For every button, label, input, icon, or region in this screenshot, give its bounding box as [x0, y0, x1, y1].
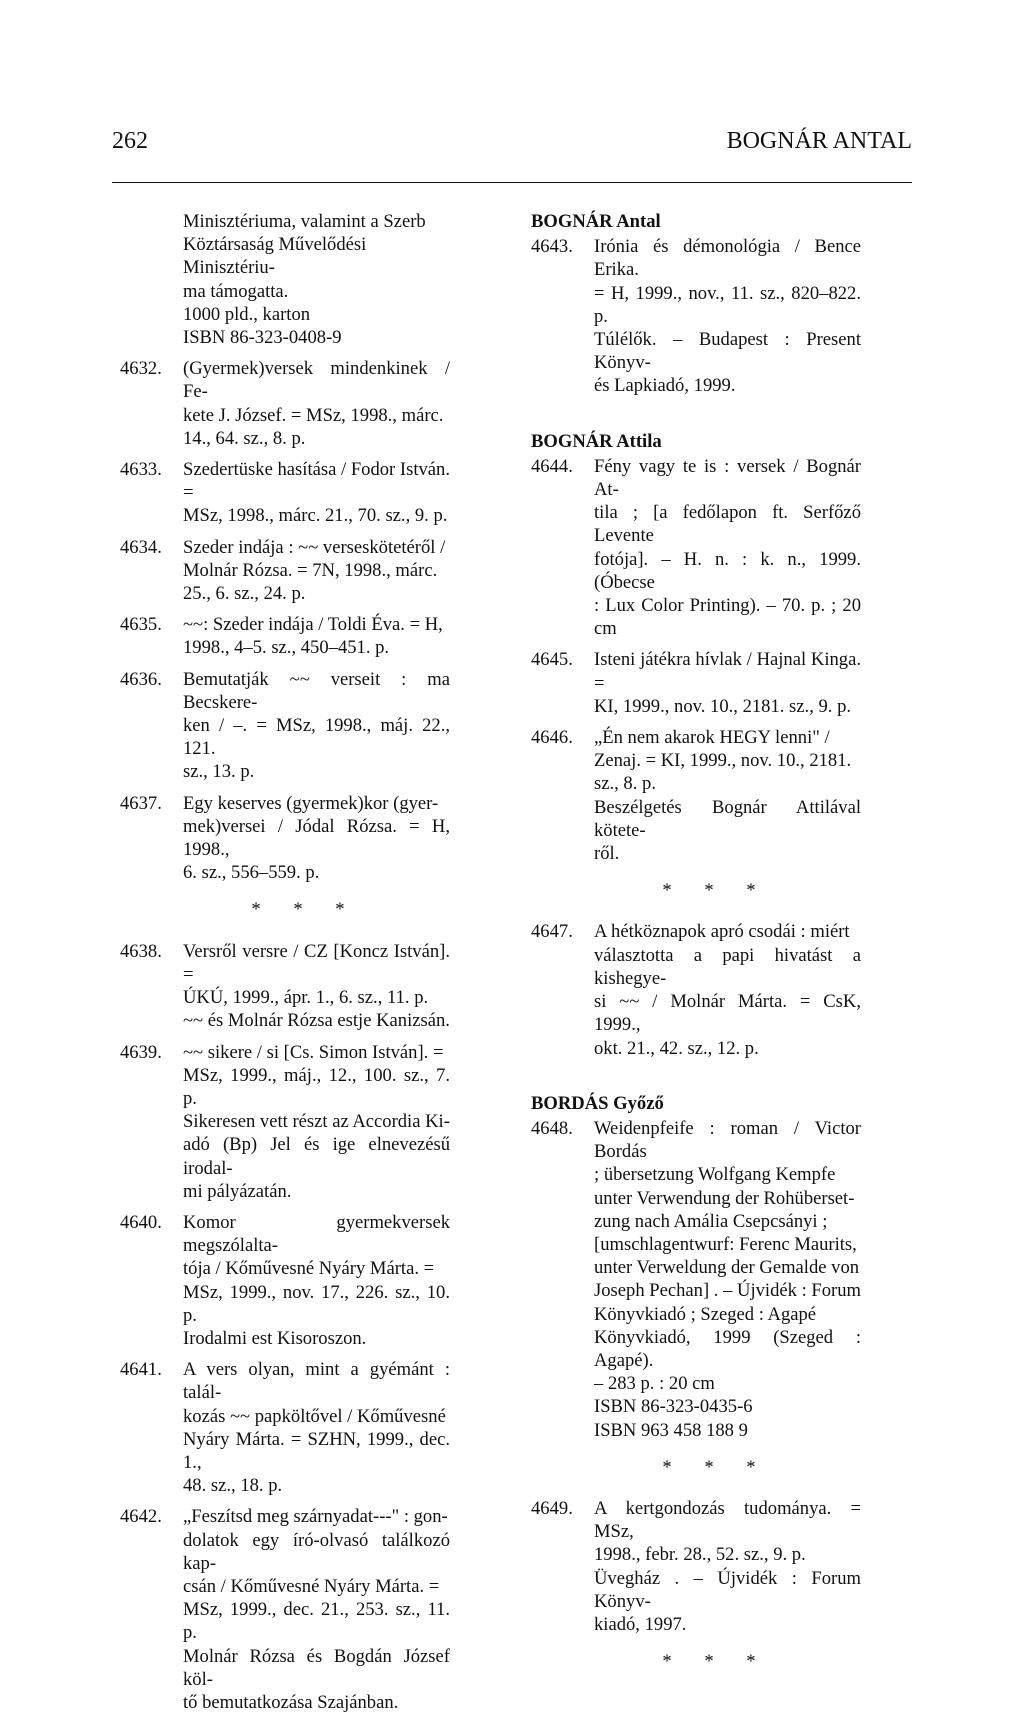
entry-text-line: Egy keserves (gyermek)kor (gyer-	[183, 792, 439, 814]
bibliography-entry	[531, 648, 861, 718]
author-heading: BOGNÁR Attila	[531, 430, 662, 452]
entry-number: 4633.	[120, 459, 162, 481]
entry-text-line: = H, 1999., nov., 11. sz., 820–822. p.	[594, 282, 861, 327]
page-number: 262	[112, 128, 148, 154]
entry-text-line: mi pályázatán.	[183, 1180, 292, 1202]
entry-text-line: ~~ és Molnár Rózsa estje Kanizsán.	[183, 1010, 450, 1032]
entry-text-line: si ~~ / Molnár Márta. = CsK, 1999.,	[594, 991, 861, 1036]
bibliography-entry	[120, 613, 450, 659]
bibliography-entry	[531, 1117, 861, 1442]
left-column	[120, 210, 450, 1722]
entry-text-line: Irodalmi est Kisoroszon.	[183, 1327, 367, 1349]
author-heading: BORDÁS Győző	[531, 1092, 664, 1114]
entry-number: 4643.	[531, 236, 573, 258]
entry-text-line: A kertgondozás tudománya. = MSz,	[594, 1497, 861, 1543]
entry-text-line: Nyáry Márta. = SZHN, 1999., dec. 1.,	[183, 1428, 450, 1473]
entry-list	[531, 455, 861, 865]
entry-text-line: zung nach Amália Csepcsányi ;	[594, 1210, 828, 1232]
entry-text-line: KI, 1999., nov. 10., 2181. sz., 9. p.	[594, 695, 852, 717]
entry-text-line: 1000 pld., karton	[183, 303, 311, 325]
entry-text-line: 1998., 4–5. sz., 450–451. p.	[183, 637, 390, 659]
entry-text-line: csán / Kőművesné Nyáry Márta. =	[183, 1575, 440, 1597]
entry-text-line: ken / –. = MSz, 1998., máj. 22., 121.	[183, 715, 450, 760]
entry-number: 4642.	[120, 1506, 162, 1528]
entry-text-line: (Gyermek)versek mindenkinek / Fe-	[183, 358, 450, 403]
bibliography-entry	[120, 1358, 450, 1497]
entry-number: 4645.	[531, 649, 573, 671]
entry-list	[531, 235, 861, 397]
section-divider: * * *	[662, 1651, 770, 1673]
entry-text-line: ~~ sikere / si [Cs. Simon István]. =	[183, 1041, 444, 1063]
entry-text-line: Joseph Pechan] . – Újvidék : Forum	[594, 1280, 861, 1302]
entry-text-line: Versről versre / CZ [Koncz István]. =	[183, 940, 450, 985]
entry-text-line: Könyvkiadó, 1999 (Szeged : Agapé).	[594, 1326, 861, 1371]
running-title: BOGNÁR ANTAL	[726, 128, 912, 154]
entry-list	[120, 940, 450, 1715]
entry-text-line: fotója]. – H. n. : k. n., 1999. (Óbecse	[594, 548, 861, 593]
entry-text-line: unter Verwendung der Rohüberset-	[594, 1187, 855, 1209]
entry-text-line: tója / Kőművesné Nyáry Márta. =	[183, 1258, 435, 1280]
bibliography-entry	[120, 1211, 450, 1350]
section-divider: * * *	[662, 1456, 770, 1478]
entry-text-line: 6. sz., 556–559. p.	[183, 862, 320, 884]
entry-text-line: sz., 8. p.	[594, 773, 656, 795]
entry-text-line: Beszélgetés Bognár Attilával kötete-	[594, 796, 861, 841]
entry-text-line: Minisztériuma, valamint a Szerb	[183, 211, 426, 232]
entry-text-line: ; übersetzung Wolfgang Kempfe	[594, 1164, 836, 1186]
section-divider: * * *	[662, 880, 770, 902]
bibliography-entry	[531, 455, 861, 641]
entry-text-line: tő bemutatkozása Szajánban.	[183, 1691, 399, 1713]
entry-text-line: 1998., febr. 28., 52. sz., 9. p.	[594, 1544, 806, 1566]
entry-text-line: mek)versei / Jódal Rózsa. = H, 1998.,	[183, 815, 450, 861]
entry-text-line: ISBN 86-323-0408-9	[183, 327, 342, 349]
entry-text-line: „Én nem akarok HEGY lenni" /	[594, 727, 830, 749]
entry-text-line: „Feszítsd meg szárnyadat---" : gon-	[183, 1506, 448, 1528]
entry-text-line: Weidenpfeife : roman / Victor Bordás	[594, 1117, 861, 1163]
entry-text-line: ISBN 86-323-0435-6	[594, 1396, 753, 1418]
entry-text-line: Bemutatják ~~ verseit : ma Becskere-	[183, 668, 450, 713]
continued-entry	[120, 210, 450, 349]
entry-number: 4637.	[120, 792, 162, 814]
page-header	[112, 128, 912, 168]
entry-number: 4632.	[120, 358, 162, 380]
entry-number: 4635.	[120, 614, 162, 636]
entry-text-line: ről.	[594, 843, 620, 865]
entry-text-line: adó (Bp) Jel és ige elnevezésű irodal-	[183, 1134, 450, 1179]
entry-text-line: és Lapkiadó, 1999.	[594, 375, 736, 397]
header-rule	[112, 182, 912, 183]
entry-text-line: : Lux Color Printing). – 70. p. ; 20 cm	[594, 595, 861, 640]
entry-text-line: ~~: Szeder indája / Toldi Éva. = H,	[183, 614, 443, 636]
entry-list	[531, 1497, 861, 1636]
entry-text-line: Molnár Rózsa. = 7N, 1998., márc.	[183, 559, 438, 581]
entry-text-line: Szeder indája : ~~ verseskötetéről /	[183, 536, 446, 558]
entry-text-line: Üvegház . – Újvidék : Forum Könyv-	[594, 1567, 861, 1612]
entry-list	[531, 1117, 861, 1442]
entry-number: 4636.	[120, 668, 162, 690]
right-column	[531, 210, 861, 1691]
bibliography-entry	[531, 1497, 861, 1636]
entry-text-line: MSz, 1998., márc. 21., 70. sz., 9. p.	[183, 505, 448, 527]
entry-number: 4649.	[531, 1497, 573, 1519]
entry-text-line: Sikeresen vett részt az Accordia Ki-	[183, 1111, 450, 1133]
entry-text-line: Isteni játékra hívlak / Hajnal Kinga. =	[594, 649, 861, 694]
bibliography-entry	[120, 1041, 450, 1203]
entry-text-line: Túlélők. – Budapest : Present Könyv-	[594, 329, 861, 374]
entry-text-line: 14., 64. sz., 8. p.	[183, 427, 306, 449]
bibliography-entry	[120, 668, 450, 784]
entry-text-line: ÚKÚ, 1999., ápr. 1., 6. sz., 11. p.	[183, 987, 429, 1009]
entry-text-line: Köztársaság Művelődési Minisztériu-	[183, 234, 367, 279]
entry-number: 4647.	[531, 921, 573, 943]
entry-text-line: 48. sz., 18. p.	[183, 1475, 283, 1497]
bibliography-entry	[120, 536, 450, 606]
entry-text-line: unter Verweldung der Gemalde von	[594, 1257, 860, 1279]
entry-text-line: választotta a papi hivatást a kishegye-	[594, 944, 861, 989]
entry-text-line: A hétköznapok apró csodái : miért	[594, 921, 850, 943]
entry-text-line: – 283 p. : 20 cm	[594, 1373, 715, 1395]
entry-text-line: kozás ~~ papköltővel / Kőművesné	[183, 1405, 446, 1427]
bibliography-entry	[120, 940, 450, 1033]
entry-number: 4634.	[120, 536, 162, 558]
bibliography-entry	[120, 357, 450, 450]
entry-text-line: Molnár Rózsa és Bogdán József köl-	[183, 1645, 450, 1690]
entry-text-line: Szedertüske hasítása / Fodor István. =	[183, 459, 450, 504]
section-divider: * * *	[251, 899, 359, 921]
entry-text-line: Komor gyermekversek megszólalta-	[183, 1211, 450, 1257]
entry-text-line: tila ; [a fedőlapon ft. Serfőző Levente	[594, 502, 861, 547]
entry-text-line: Könyvkiadó ; Szeged : Agapé	[594, 1303, 817, 1325]
entry-text-line: kiadó, 1997.	[594, 1613, 687, 1635]
entry-number: 4646.	[531, 727, 573, 749]
bibliography-entry	[120, 792, 450, 885]
entry-text-line: [umschlagentwurf: Ferenc Maurits,	[594, 1233, 857, 1255]
entry-text-line: sz., 13. p.	[183, 761, 255, 783]
entry-text-line: A vers olyan, mint a gyémánt : talál-	[183, 1359, 450, 1404]
entry-number: 4640.	[120, 1211, 162, 1233]
bibliography-entry	[120, 458, 450, 528]
bibliography-entry	[120, 1505, 450, 1714]
entry-number: 4638.	[120, 940, 162, 962]
entry-text-line: ma támogatta.	[183, 280, 289, 302]
entry-text-line: ISBN 963 458 188 9	[594, 1419, 748, 1441]
entry-text-line: Zenaj. = KI, 1999., nov. 10., 2181.	[594, 750, 852, 772]
bibliography-entry	[531, 726, 861, 865]
entry-text-line: okt. 21., 42. sz., 12. p.	[594, 1037, 759, 1059]
entry-text-line: MSz, 1999., máj., 12., 100. sz., 7. p.	[183, 1064, 450, 1109]
entry-text-line: MSz, 1999., dec. 21., 253. sz., 11. p.	[183, 1599, 450, 1644]
entry-list	[120, 357, 450, 884]
entry-text-line: MSz, 1999., nov. 17., 226. sz., 10. p.	[183, 1281, 450, 1326]
entry-text-line: Fény vagy te is : versek / Bognár At-	[594, 455, 861, 501]
entry-text-line: dolatok egy író-olvasó találkozó kap-	[183, 1529, 450, 1574]
entry-text-line: kete J. József. = MSz, 1998., márc.	[183, 404, 444, 426]
entry-text-line: Irónia és démonológia / Bence Erika.	[594, 236, 861, 281]
entry-number: 4641.	[120, 1359, 162, 1381]
bibliography-entry	[531, 920, 861, 1059]
bibliography-entry	[531, 235, 861, 397]
entry-text-line: 25., 6. sz., 24. p.	[183, 583, 306, 605]
entry-number: 4648.	[531, 1117, 573, 1139]
entry-number: 4644.	[531, 455, 573, 477]
entry-number: 4639.	[120, 1041, 162, 1063]
entry-list	[531, 920, 861, 1059]
author-heading: BOGNÁR Antal	[531, 211, 661, 232]
